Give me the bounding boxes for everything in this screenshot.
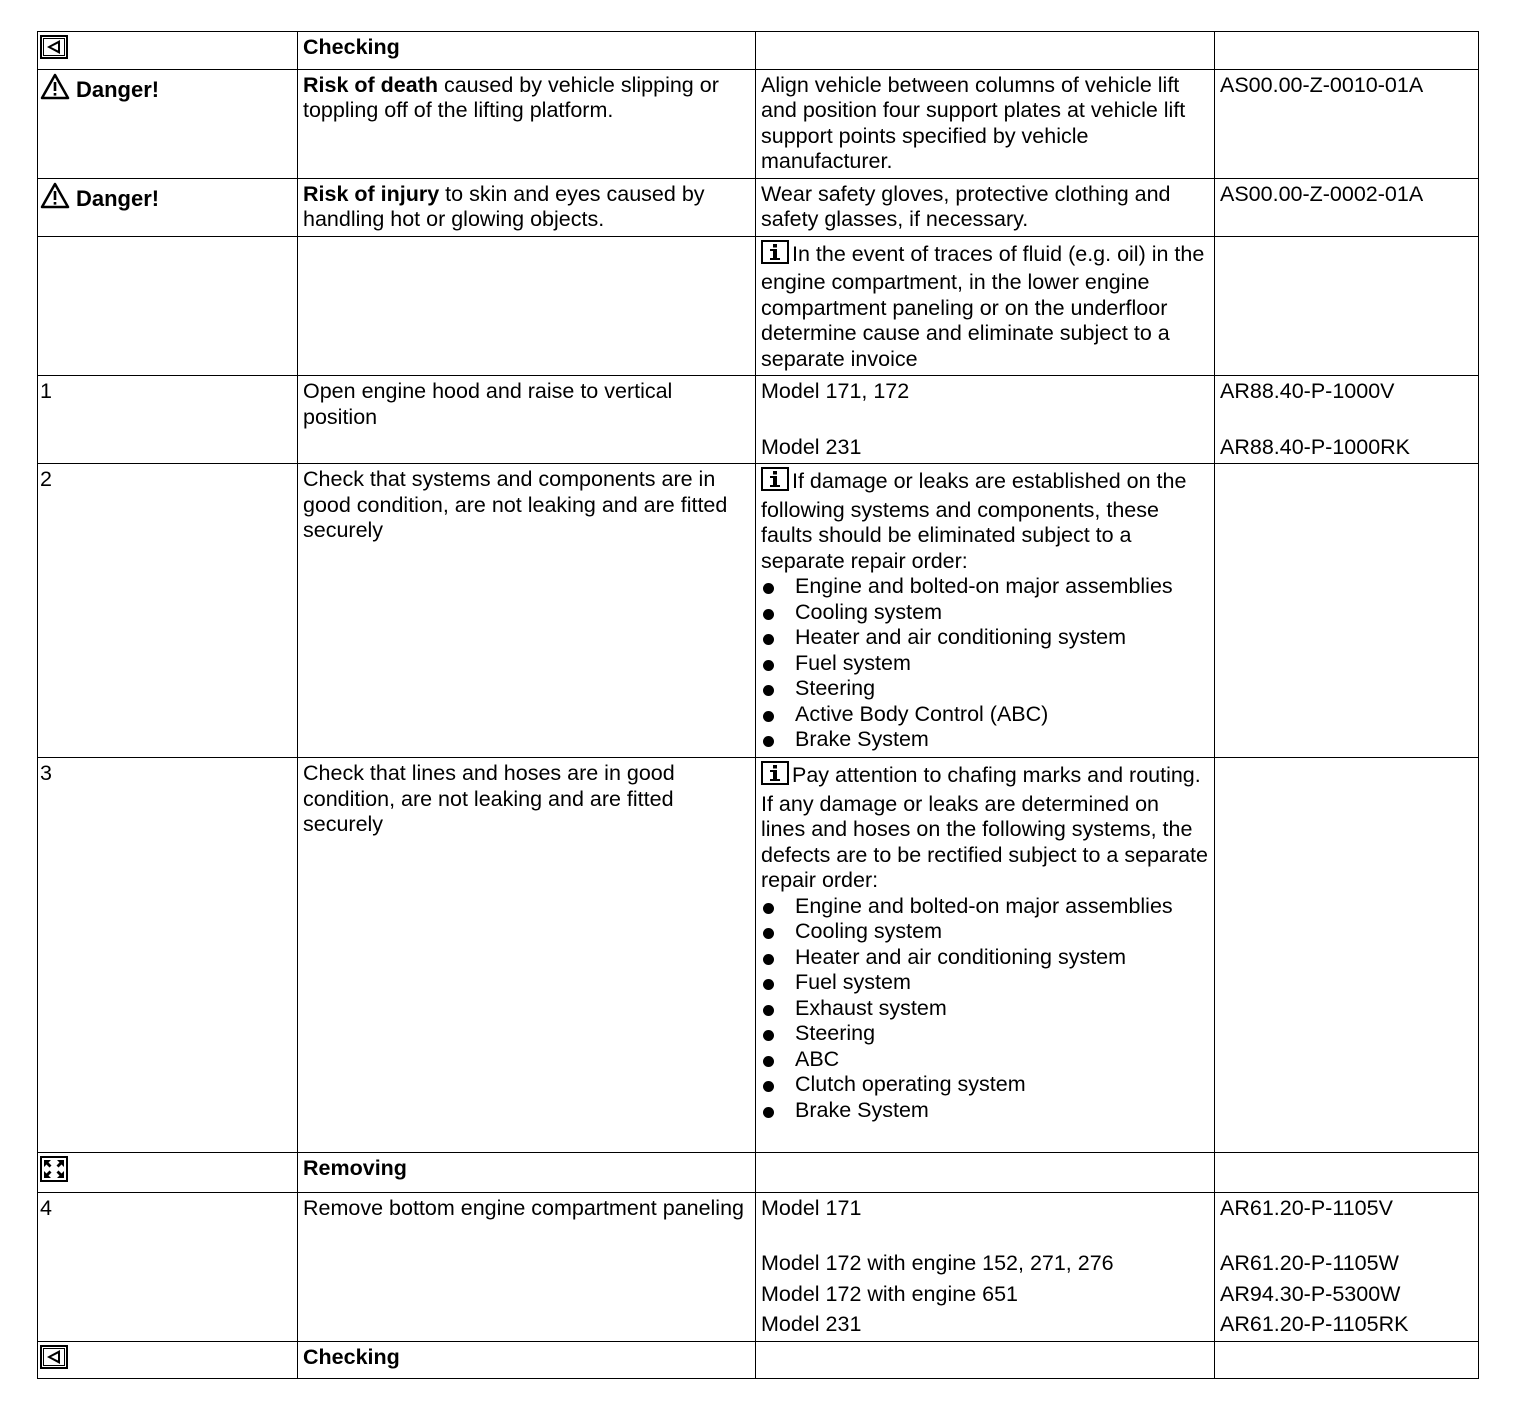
reference-link[interactable]: AS00.00-Z-0002-01A xyxy=(1215,178,1479,236)
risk-title: Risk of injury xyxy=(303,181,440,206)
danger-row xyxy=(38,178,1479,236)
systems-list xyxy=(761,894,1209,1124)
arrow-left-box-icon[interactable] xyxy=(40,1345,68,1376)
list-item: Exhaust system xyxy=(761,996,1209,1022)
info-icon xyxy=(761,240,789,271)
model-text: Model 171, 172 xyxy=(761,379,910,403)
warning-triangle-icon xyxy=(40,182,70,216)
list-item: Engine and bolted-on major assemblies xyxy=(761,894,1209,920)
info-icon xyxy=(761,761,789,792)
danger-label: Danger! xyxy=(76,185,160,211)
section-row-checking xyxy=(38,1341,1479,1379)
list-item: Active Body Control (ABC) xyxy=(761,702,1209,728)
step-number: 3 xyxy=(38,758,298,1153)
reference-link[interactable]: AR88.40-P-1000RK xyxy=(1220,434,1411,459)
list-item: Brake System xyxy=(761,727,1209,753)
list-item: Fuel system xyxy=(761,970,1209,996)
section-title: Checking xyxy=(298,1341,756,1379)
list-item: Cooling system xyxy=(761,600,1209,626)
list-item: Steering xyxy=(761,1021,1209,1047)
risk-text: caused by vehicle slipping or toppling off of the lifting platform. xyxy=(303,72,719,122)
systems-list xyxy=(761,574,1209,753)
risk-title: Risk of death xyxy=(303,72,438,97)
reference-link[interactable]: AR61.20-P-1105W xyxy=(1220,1251,1399,1275)
reference-link[interactable]: AS00.00-Z-0010-01A xyxy=(1215,69,1479,178)
step-text: Check that systems and components are in good condition, are not leaking and are fitted securely xyxy=(298,464,756,758)
procedure-table xyxy=(37,31,1479,1379)
reference-link[interactable]: AR61.20-P-1105RK xyxy=(1220,1312,1409,1336)
step-text: Remove bottom engine compartment paneling xyxy=(298,1192,756,1341)
section-row-removing xyxy=(38,1153,1479,1193)
reference-link[interactable]: AR94.30-P-5300W xyxy=(1220,1281,1401,1306)
step-number: 2 xyxy=(38,464,298,758)
list-item: Engine and bolted-on major assemblies xyxy=(761,574,1209,600)
info-note: If damage or leaks are established on the following systems and components, these faults should be eliminated subject to a separate repair order: xyxy=(761,469,1187,573)
info-icon xyxy=(761,467,789,498)
arrow-left-box-icon[interactable] xyxy=(40,35,68,66)
info-note-detail: If any damage or leaks are determined on lines and hoses on the following systems, the defects are to be rectified subject to a separate repair order: xyxy=(761,791,1208,892)
step-text: Check that lines and hoses are in good condition, are not leaking and are fitted securely xyxy=(298,758,756,1153)
info-row xyxy=(38,236,1479,376)
step-row xyxy=(38,758,1479,1153)
danger-label: Danger! xyxy=(76,76,160,102)
danger-row xyxy=(38,69,1479,178)
section-title: Removing xyxy=(298,1153,756,1193)
list-item: Cooling system xyxy=(761,919,1209,945)
instruction-text: Align vehicle between columns of vehicle lift and position four support plates at vehicle lift support points specified by vehicle manufacturer. xyxy=(756,69,1215,178)
list-item: Brake System xyxy=(761,1098,1209,1124)
reference-link[interactable]: AR61.20-P-1105V xyxy=(1220,1195,1393,1220)
step-text: Open engine hood and raise to vertical position xyxy=(298,376,756,464)
model-text: Model 171 xyxy=(761,1195,862,1220)
model-text: Model 172 with engine 651 xyxy=(761,1281,1018,1306)
step-row xyxy=(38,464,1479,758)
step-row xyxy=(38,376,1479,464)
model-text: Model 231 xyxy=(761,1312,862,1336)
list-item: Heater and air conditioning system xyxy=(761,625,1209,651)
section-row-checking xyxy=(38,32,1479,70)
list-item: ABC xyxy=(761,1047,1209,1073)
model-text: Model 231 xyxy=(761,434,862,459)
warning-triangle-icon xyxy=(40,73,70,107)
list-item: Steering xyxy=(761,676,1209,702)
section-title: Checking xyxy=(298,32,756,70)
expand-box-icon[interactable] xyxy=(40,1156,68,1189)
reference-link[interactable]: AR88.40-P-1000V xyxy=(1220,379,1395,403)
list-item: Clutch operating system xyxy=(761,1072,1209,1098)
list-item: Heater and air conditioning system xyxy=(761,945,1209,971)
step-number: 4 xyxy=(38,1192,298,1341)
risk-text: to skin and eyes caused by handling hot or glowing objects. xyxy=(303,181,705,231)
list-item: Fuel system xyxy=(761,651,1209,677)
info-note: Pay attention to chafing marks and routing. xyxy=(792,763,1201,787)
step-row xyxy=(38,1192,1479,1341)
info-note: In the event of traces of fluid (e.g. oil) in the engine compartment, in the lower engine compartment paneling or on the underfloor determine cause and eliminate subject to a separate invoice xyxy=(761,241,1205,371)
instruction-text: Wear safety gloves, protective clothing and safety glasses, if necessary. xyxy=(756,178,1215,236)
model-text: Model 172 with engine 152, 271, 276 xyxy=(761,1251,1114,1275)
step-number: 1 xyxy=(38,376,298,464)
